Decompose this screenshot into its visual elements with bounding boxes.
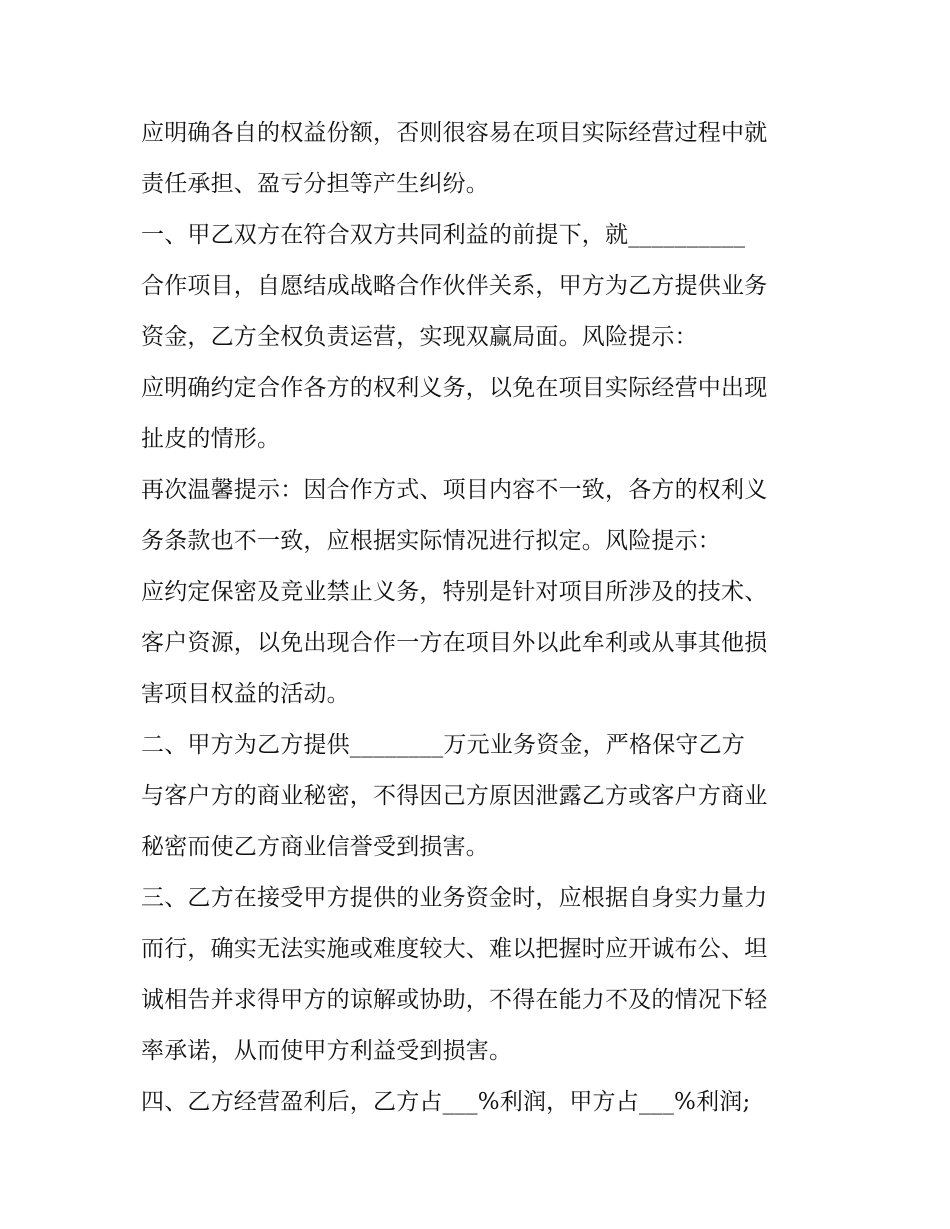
text-line-16: 三、乙方在接受甲方提供的业务资金时，应根据自身实力量力 — [141, 885, 768, 911]
text-line-2: 责任承担、盈亏分担等产生纠纷。 — [141, 171, 489, 197]
text-line-13: 二、甲方为乙方提供________万元业务资金，严格保守乙方 — [141, 732, 745, 758]
document-body — [141, 108, 821, 1128]
text-line-20: 四、乙方经营盈利后，乙方占___%利润，甲方占___%利润; — [141, 1089, 751, 1115]
text-line-12: 害项目权益的活动。 — [141, 681, 350, 707]
text-line-1: 应明确各自的权益份额，否则很容易在项目实际经营过程中就 — [141, 120, 768, 146]
text-line-4: 合作项目，自愿结成战略合作伙伴关系，甲方为乙方提供业务 — [141, 273, 768, 299]
text-line-17: 而行，确实无法实施或难度较大、难以把握时应开诚布公、坦 — [141, 936, 768, 962]
text-line-3: 一、甲乙双方在符合双方共同利益的前提下，就__________ — [141, 222, 746, 248]
text-line-5: 资金，乙方全权负责运营，实现双赢局面。风险提示： — [141, 324, 698, 350]
text-line-7: 扯皮的情形。 — [141, 426, 281, 452]
text-line-15: 秘密而使乙方商业信誉受到损害。 — [141, 834, 489, 860]
text-line-11: 客户资源，以免出现合作一方在项目外以此牟利或从事其他损 — [141, 630, 768, 656]
text-line-19: 率承诺，从而使甲方利益受到损害。 — [141, 1038, 513, 1064]
text-line-9: 务条款也不一致，应根据实际情况进行拟定。风险提示： — [141, 528, 721, 554]
text-line-18: 诚相告并求得甲方的谅解或协助，不得在能力不及的情况下轻 — [141, 987, 768, 1013]
text-line-6: 应明确约定合作各方的权利义务，以免在项目实际经营中出现 — [141, 375, 768, 401]
text-line-10: 应约定保密及竞业禁止义务，特别是针对项目所涉及的技术、 — [141, 579, 768, 605]
text-line-14: 与客户方的商业秘密，不得因己方原因泄露乙方或客户方商业 — [141, 783, 768, 809]
text-line-8: 再次温馨提示：因合作方式、项目内容不一致，各方的权利义 — [141, 477, 768, 503]
